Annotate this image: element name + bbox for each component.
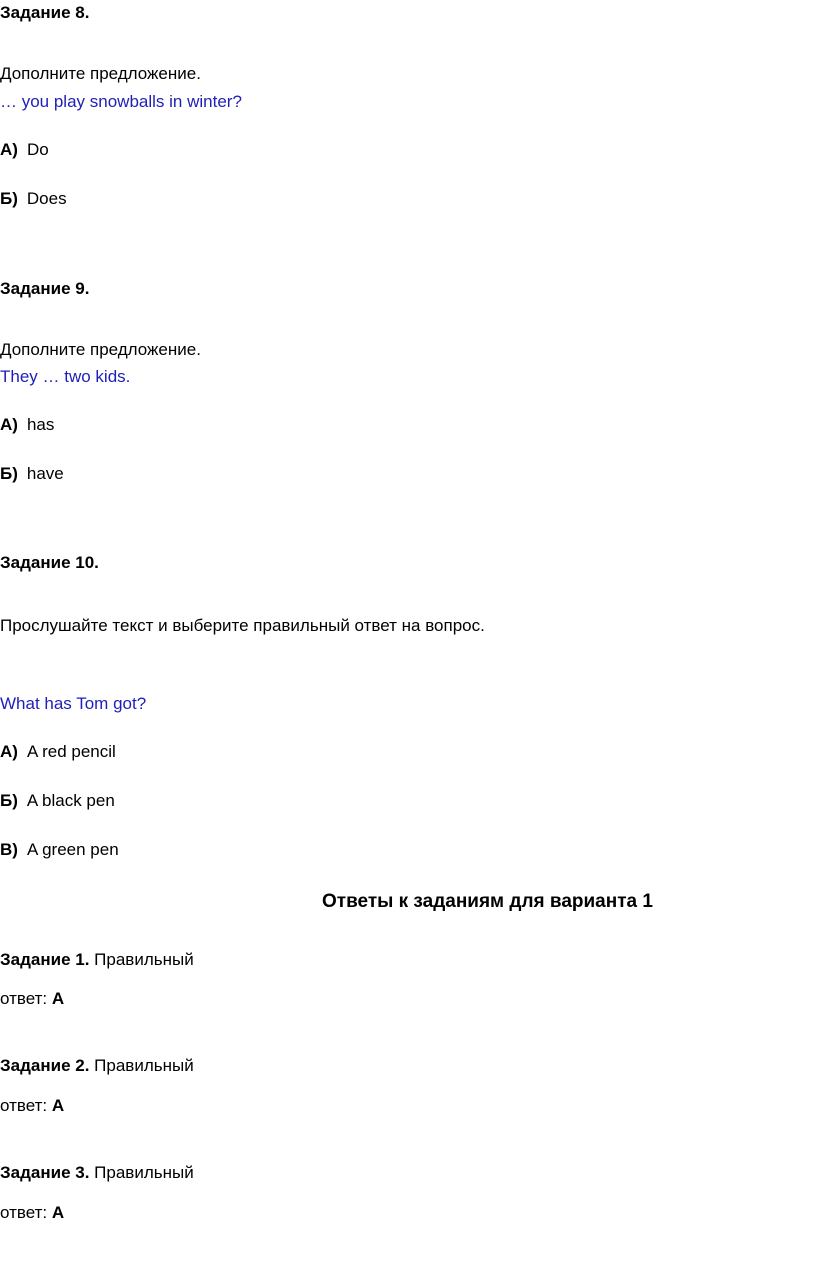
task10-title: Задание 10. xyxy=(0,553,99,572)
answer-prefix: ответ: xyxy=(0,1203,48,1222)
task9-instruction: Дополните предложение. xyxy=(0,340,201,359)
task8-option-b[interactable] xyxy=(0,188,67,210)
task8-sentence: … you play snowballs in winter? xyxy=(0,92,242,111)
answer-2-line1 xyxy=(0,1055,194,1077)
option-letter: Б) xyxy=(0,464,18,483)
answer-2-line2 xyxy=(0,1095,64,1117)
task10-option-a[interactable] xyxy=(0,741,116,763)
task9-sentence: They … two kids. xyxy=(0,367,131,386)
answer-value: А xyxy=(51,989,65,1008)
answer-task-label: Задание 2. xyxy=(0,1056,90,1075)
answer-prefix: ответ: xyxy=(0,989,48,1008)
option-text: Do xyxy=(26,140,49,159)
task10-option-c[interactable] xyxy=(0,839,119,861)
answer-value: А xyxy=(51,1096,65,1115)
answer-task-label: Задание 1. xyxy=(0,950,90,969)
answer-value: А xyxy=(51,1203,65,1222)
answer-correct-label: Правильный xyxy=(94,1056,194,1075)
task10-question: What has Tom got? xyxy=(0,694,147,713)
answer-correct-label: Правильный xyxy=(94,950,194,969)
task8-option-a[interactable] xyxy=(0,139,49,161)
option-letter: Б) xyxy=(0,189,18,208)
answer-3-line1 xyxy=(0,1162,194,1184)
task8-instruction: Дополните предложение. xyxy=(0,64,201,83)
option-letter: А) xyxy=(0,140,18,159)
option-text: have xyxy=(26,464,64,483)
answer-prefix: ответ: xyxy=(0,1096,48,1115)
option-text: A black pen xyxy=(26,791,115,810)
answer-correct-label: Правильный xyxy=(94,1163,194,1182)
option-text: A red pencil xyxy=(26,742,116,761)
task10-option-b[interactable] xyxy=(0,790,115,812)
option-letter: Б) xyxy=(0,791,18,810)
option-text: Does xyxy=(26,189,67,208)
option-text: has xyxy=(26,415,55,434)
option-letter: А) xyxy=(0,742,18,761)
answer-3-line2 xyxy=(0,1202,64,1224)
option-letter: А) xyxy=(0,415,18,434)
option-letter: В) xyxy=(0,840,18,859)
answers-heading: Ответы к заданиям для варианта 1 xyxy=(322,891,653,912)
task9-option-b[interactable] xyxy=(0,463,64,485)
option-text: A green pen xyxy=(26,840,119,859)
task10-instruction: Прослушайте текст и выберите правильный ответ на вопрос. xyxy=(0,616,485,635)
answer-1-line2 xyxy=(0,988,64,1010)
task9-title: Задание 9. xyxy=(0,279,90,298)
task8-title: Задание 8. xyxy=(0,3,90,22)
task9-option-a[interactable] xyxy=(0,414,54,436)
answer-1-line1 xyxy=(0,949,194,971)
answer-task-label: Задание 3. xyxy=(0,1163,90,1182)
